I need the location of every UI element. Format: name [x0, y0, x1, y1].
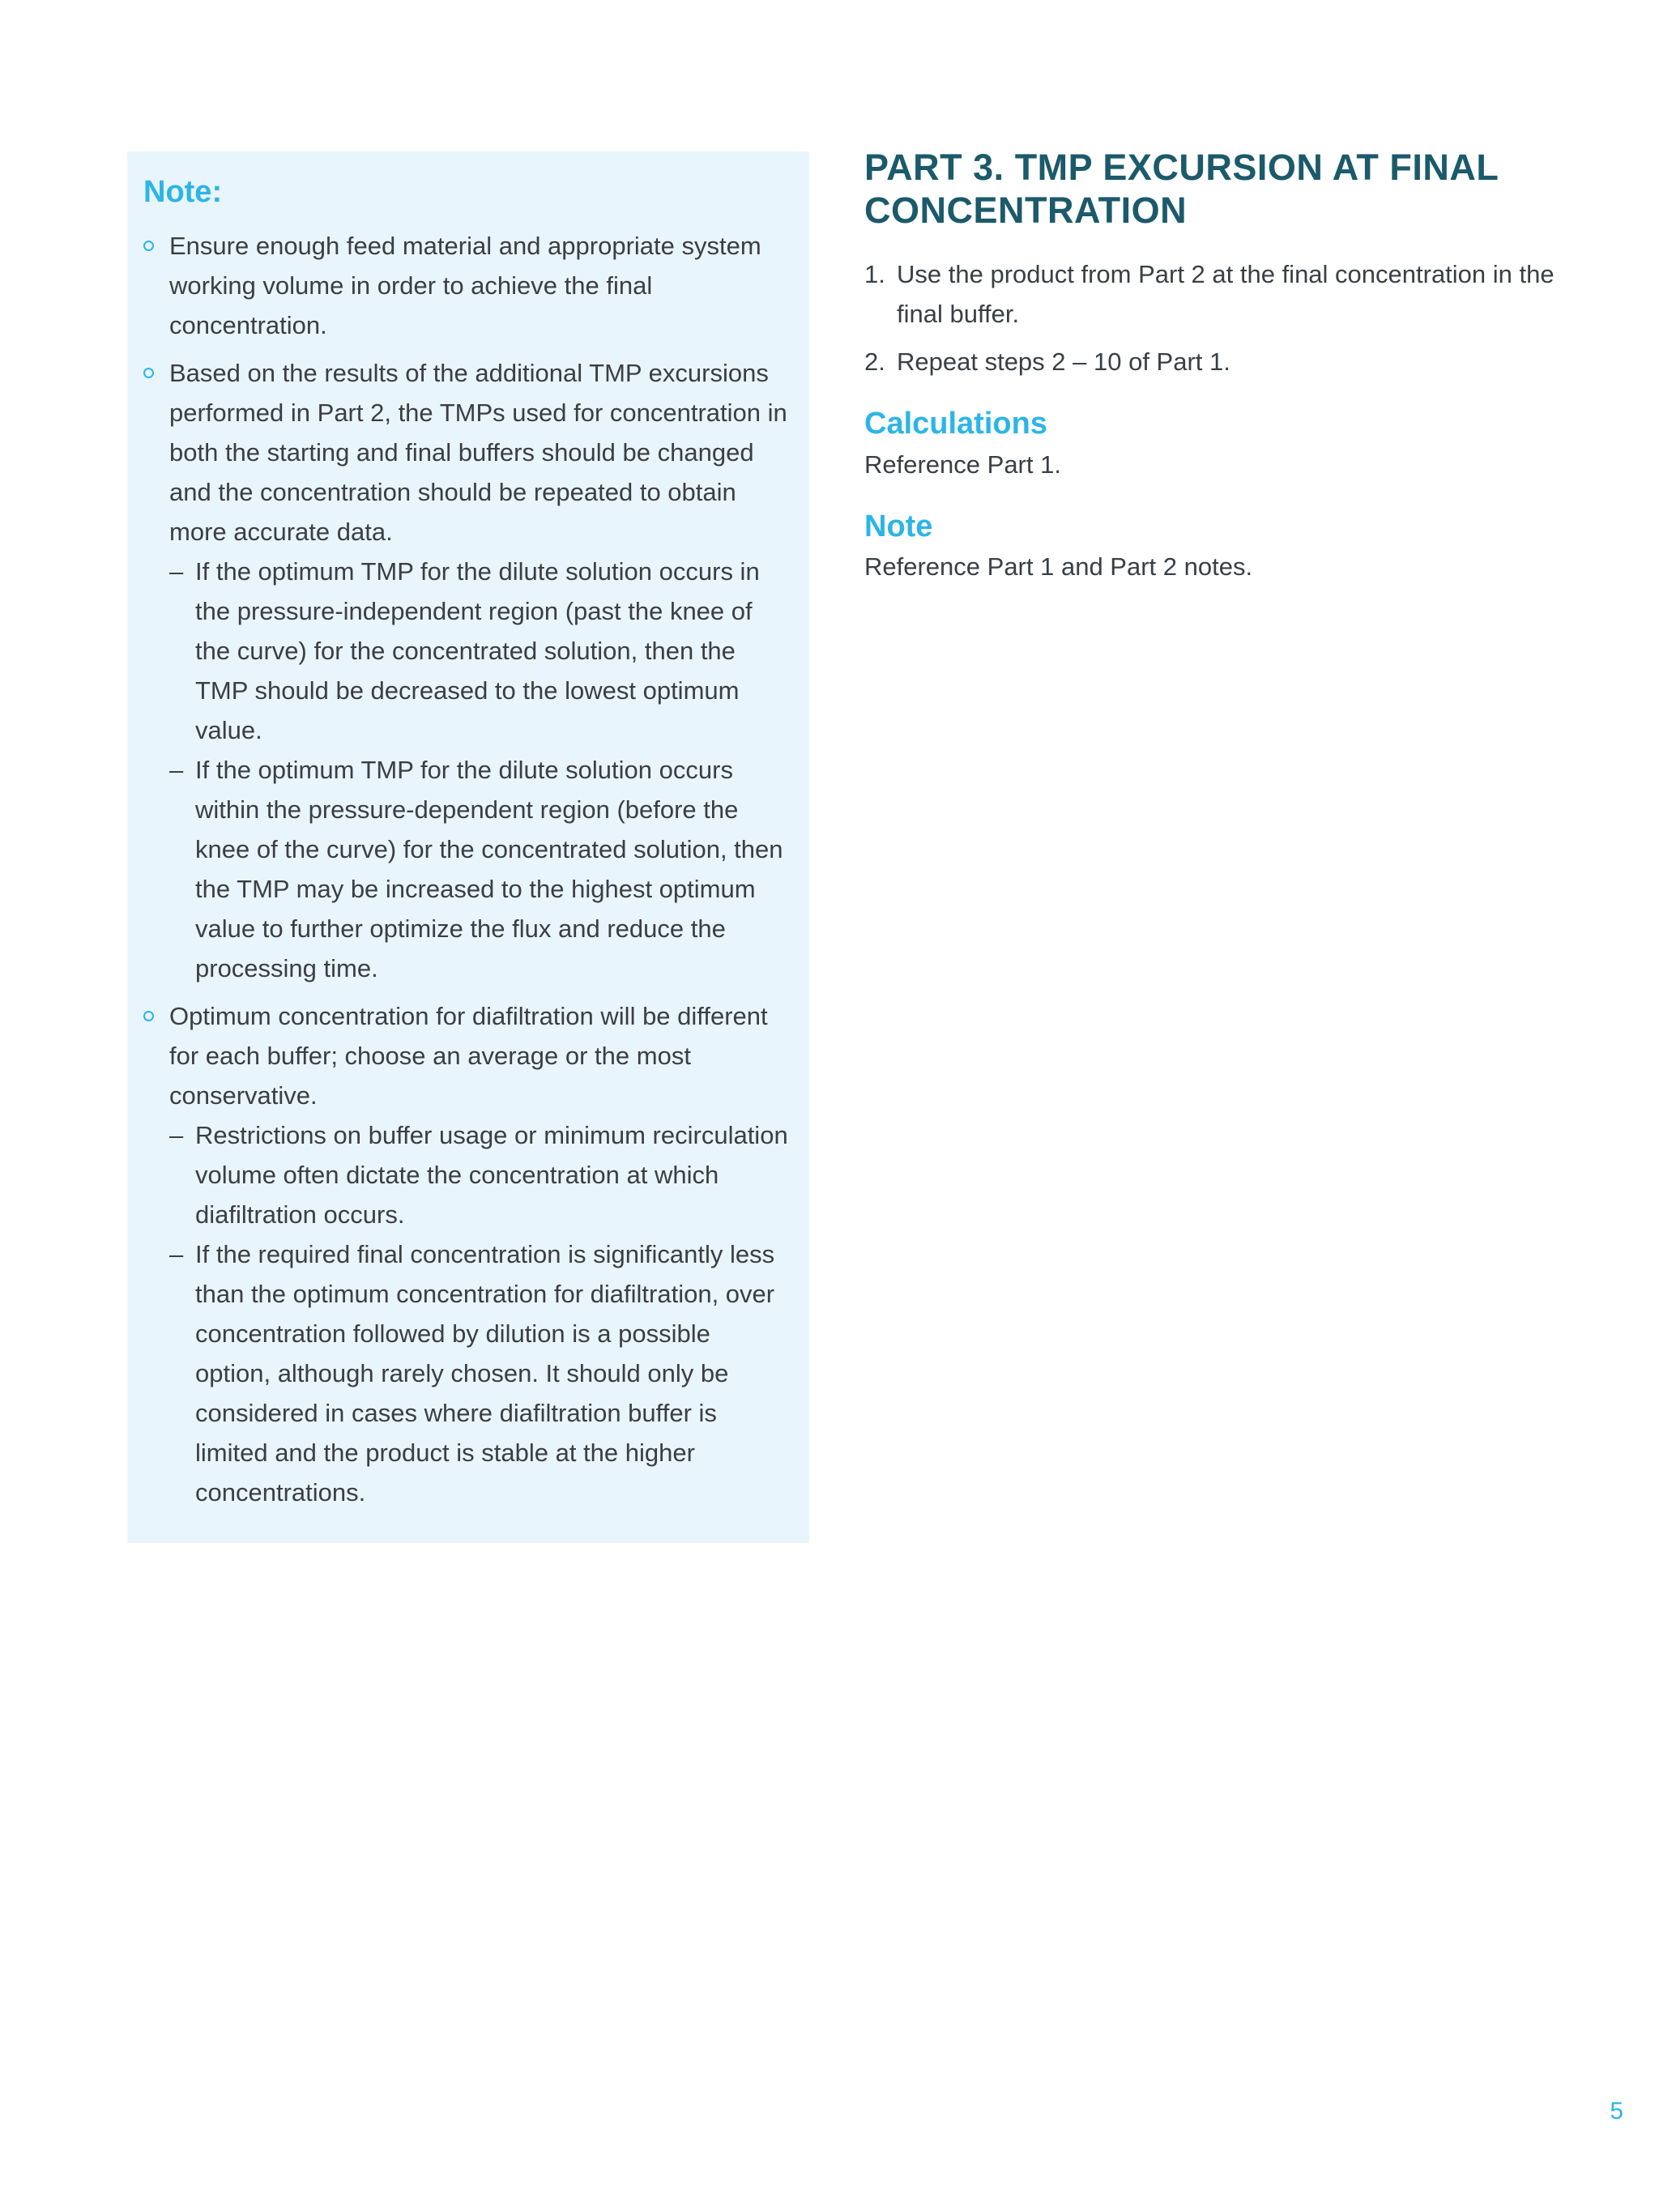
note-sub-item-text: If the optimum TMP for the dilute solution occurs in the pressure-independent region (past the knee of the curve) for the concentrated solution, then the TMP should be decreased to the lowest optimum value. [195, 556, 760, 744]
note-sub-item [169, 1234, 791, 1512]
page-number: 5 [1610, 2098, 1623, 2125]
dash-bullet-icon: – [169, 1239, 184, 1268]
step-number: 2. [864, 347, 885, 376]
dash-bullet-icon: – [169, 1120, 184, 1149]
part3-title: PART 3. TMP EXCURSION AT FINAL CONCENTRATION [864, 147, 1499, 231]
circle-bullet-icon [143, 1011, 154, 1021]
note-item-text: Based on the results of the additional TMP excursions performed in Part 2, the TMPs used for concentration in both the starting and final buffers should be changed and the concentration should be repeated to obtain more accurate data. [169, 358, 787, 546]
calculations-text: Reference Part 1. [864, 450, 1061, 479]
step-item [864, 342, 1569, 381]
step-text: Use the product from Part 2 at the final concentration in the final buffer. [897, 260, 1555, 328]
note-sub-item-text: If the required final concentration is significantly less than the optimum concentration for diafiltration, over concentration followed by dilution is a possible option, although rarely chosen. It should only be considered in cases where diafiltration buffer is limited and the product is stable at the higher concentrations. [195, 1239, 775, 1507]
note-box [127, 151, 809, 1543]
note-sub-item-text: Restrictions on buffer usage or minimum recirculation volume often dictate the concentration at which diafiltration occurs. [195, 1120, 788, 1229]
note-sub-item-text: If the optimum TMP for the dilute solution occurs within the pressure-dependent region (before the knee of the curve) for the concentrated solution, then the TMP may be increased to the highest optimum value to further optimize the flux and reduce the processing time. [195, 755, 783, 982]
note-item-text: Optimum concentration for diafiltration will be different for each buffer; choose an average or the most conservative. [169, 1001, 768, 1110]
dash-bullet-icon: – [169, 556, 184, 586]
note-item [143, 226, 791, 345]
note-item [143, 996, 791, 1512]
step-number: 1. [864, 260, 885, 288]
note-heading: Note [864, 509, 933, 543]
note-item [143, 353, 791, 988]
step-item [864, 254, 1569, 334]
part3-section [864, 146, 1569, 586]
circle-bullet-icon [143, 241, 154, 251]
dash-bullet-icon: – [169, 755, 184, 784]
note-list [143, 226, 791, 1512]
circle-bullet-icon [143, 368, 154, 378]
note-item-text: Ensure enough feed material and appropriate system working volume in order to achieve the final concentration. [169, 231, 761, 339]
note-sub-list [169, 552, 791, 988]
note-sub-item [169, 1115, 791, 1234]
calculations-heading: Calculations [864, 407, 1047, 441]
note-title: Note: [143, 175, 223, 209]
part3-steps [864, 254, 1569, 381]
step-text: Repeat steps 2 – 10 of Part 1. [897, 347, 1230, 376]
note-sub-item [169, 750, 791, 988]
note-sub-item [169, 552, 791, 750]
note-sub-list [169, 1115, 791, 1512]
note-text: Reference Part 1 and Part 2 notes. [864, 552, 1253, 582]
